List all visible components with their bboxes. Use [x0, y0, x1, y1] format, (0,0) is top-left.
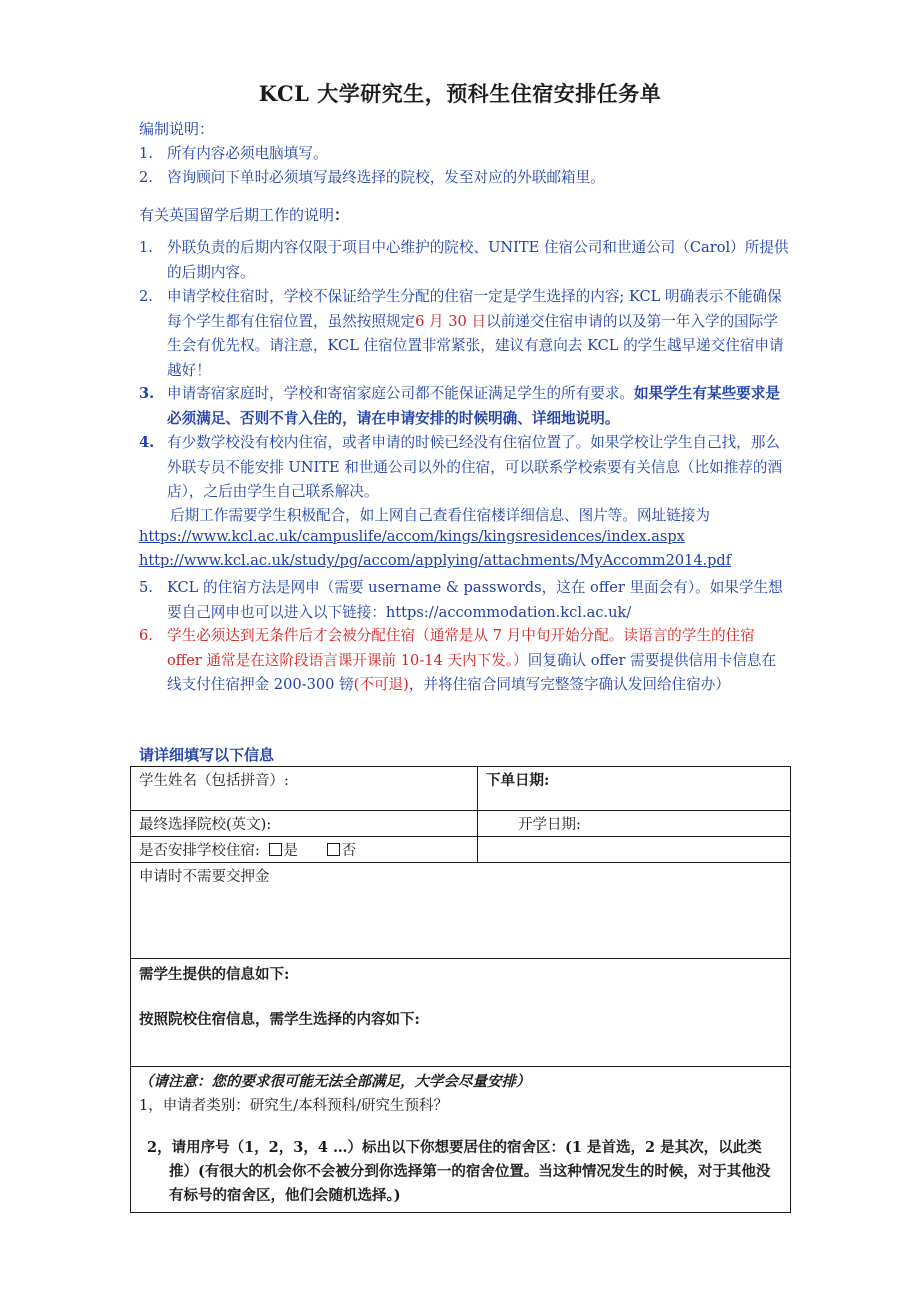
uk-notes-heading-colon: ：	[334, 206, 350, 224]
preferences-cell	[131, 1067, 791, 1213]
residences-link[interactable]: https://www.kcl.ac.uk/campuslife/accom/kings/kingsresidences/index.aspx	[139, 529, 685, 545]
order-date-field[interactable]: 下单日期:	[478, 767, 791, 811]
item-number: 3.	[139, 385, 155, 402]
uk-note-item-1	[139, 236, 789, 285]
uk-notes-heading	[139, 204, 349, 225]
accommodation-pdf-link[interactable]: http://www.kcl.ac.uk/study/pg/accom/applying/attachments/MyAccomm2014.pdf	[139, 553, 732, 569]
item-text-a: 申请寄宿家庭时，学校和寄宿家庭公司都不能保证满足学生的所有要求。	[167, 385, 635, 402]
residence-ranking-question: 2，请用序号（1，2，3，4 …）标出以下你想要居住的宿舍区：(1 是首选，2 是其次，以此类推）(有很大的机会你不会被分到你选择第一的宿舍位置。当这种情况发生的时候，对于其他没有标号的宿舍区，他们会随机选择。)	[147, 1139, 771, 1204]
item-text-red: 学生必须达到无条件后才会被分配住宿（通常是从 7 月中旬开始分配。读语言的学生的住宿 offer 通常是在这阶段语言课开课前 10-14 天内下发。）	[167, 627, 755, 669]
choose-content-text: 按照院校住宿信息，需学生选择的内容如下:	[139, 1011, 420, 1028]
no-label: 否	[341, 843, 357, 859]
item-text-red-2: (不可退)	[353, 676, 409, 693]
item-text: 外联负责的后期内容仅限于项目中心维护的院校、UNITE 住宿公司和世通公司（Carol）所提供的后期内容。	[167, 239, 789, 281]
start-date-field[interactable]: 开学日期:	[478, 811, 791, 837]
uk-note-item-4	[139, 431, 789, 505]
item-text-blue-2: ，并将住宿合同填写完整签字确认发回给住宿办）	[408, 676, 730, 693]
uk-note-item-5	[139, 576, 789, 625]
no-deposit-cell: 申请时不需要交押金	[131, 863, 791, 959]
yes-checkbox[interactable]	[269, 843, 282, 856]
item-number: 1.	[139, 145, 153, 162]
priority-date: 6 月 30 日	[415, 312, 487, 330]
item-text: KCL 的住宿方法是网申（需要 username & passwords，这在 offer 里面会有）。如果学生想要自己网申也可以进入以下链接：https://accommodation.kcl.ac.uk/	[167, 579, 783, 621]
item-text-b: 如果学生有某些要求是必须满足、否则不肯入住的，请在申请安排的时候明确、详细地说明。	[167, 385, 780, 427]
uk-note-item-2	[139, 285, 789, 383]
student-info-cell	[131, 959, 791, 1067]
uk-note-item-6	[139, 624, 789, 698]
form-subtitle: 请详细填写以下信息	[139, 746, 275, 764]
editing-note-item	[139, 142, 789, 167]
page-title: KCL 大学研究生，预科生住宿安排任务单	[258, 81, 662, 106]
uk-notes-heading-text: 有关英国留学后期工作的说明	[139, 206, 335, 224]
item-text-b: 以前递交住宿申请的以及第一年入学的国际学生会有优先权。请注意，KCL 住宿位置非常紧张，建议有意向去 KCL 的学生越早递交住宿申请越好！	[167, 312, 784, 379]
student-name-field[interactable]: 学生姓名（包括拼音）:	[131, 767, 478, 811]
item-number: 6.	[139, 627, 153, 644]
item-number: 2.	[139, 169, 153, 186]
editing-notes-heading: 编制说明：	[139, 120, 215, 138]
after-work-note: 后期工作需要学生积极配合，如上网自己查看住宿楼详细信息、图片等。网址链接为	[170, 507, 710, 524]
applicant-category-question: 1，申请者类别：研究生/本科预科/研究生预科？	[139, 1098, 448, 1114]
final-school-field[interactable]: 最终选择院校(英文):	[131, 811, 478, 837]
item-text-a: 申请学校住宿时，学校不保证给学生分配的住宿一定是学生选择的内容; KCL 明确表示不能确保每个学生都有住宿位置，虽然按照规定	[167, 288, 782, 330]
no-checkbox[interactable]	[327, 843, 340, 856]
item-number: 4.	[139, 434, 155, 451]
info-form-table	[130, 766, 791, 1213]
item-text: 所有内容必须电脑填写。	[167, 145, 328, 162]
housing-choice-row	[131, 837, 478, 863]
item-text-blue: 回复确认 offer 需要提供信用卡信息在线支付住宿押金 200-300 镑	[167, 651, 777, 693]
item-number: 5.	[139, 579, 153, 596]
uk-note-item-3	[139, 382, 789, 431]
item-text: 有少数学校没有校内住宿，或者申请的时候已经没有住宿位置了。如果学校让学生自己找，那么外联专员不能安排 UNITE 和世通公司以外的住宿，可以联系学校索要有关信息（比如推荐的酒店），之后由学生自己联系解决。	[167, 434, 783, 500]
item-text	[167, 285, 789, 383]
item-number: 2.	[139, 288, 153, 305]
item-number: 1.	[139, 239, 153, 256]
item-text	[167, 624, 789, 698]
item-text	[167, 382, 789, 431]
housing-choice-label: 是否安排学校住宿:	[139, 843, 260, 859]
editing-note-item	[139, 166, 789, 191]
empty-cell[interactable]	[478, 837, 791, 863]
note-text: （请注意：您的要求很可能无法全部满足，大学会尽量安排）	[139, 1073, 531, 1090]
yes-label: 是	[283, 843, 298, 859]
info-needed-text: 需学生提供的信息如下:	[139, 966, 290, 983]
item-text: 咨询顾问下单时必须填写最终选择的院校，发至对应的外联邮箱里。	[167, 169, 605, 186]
